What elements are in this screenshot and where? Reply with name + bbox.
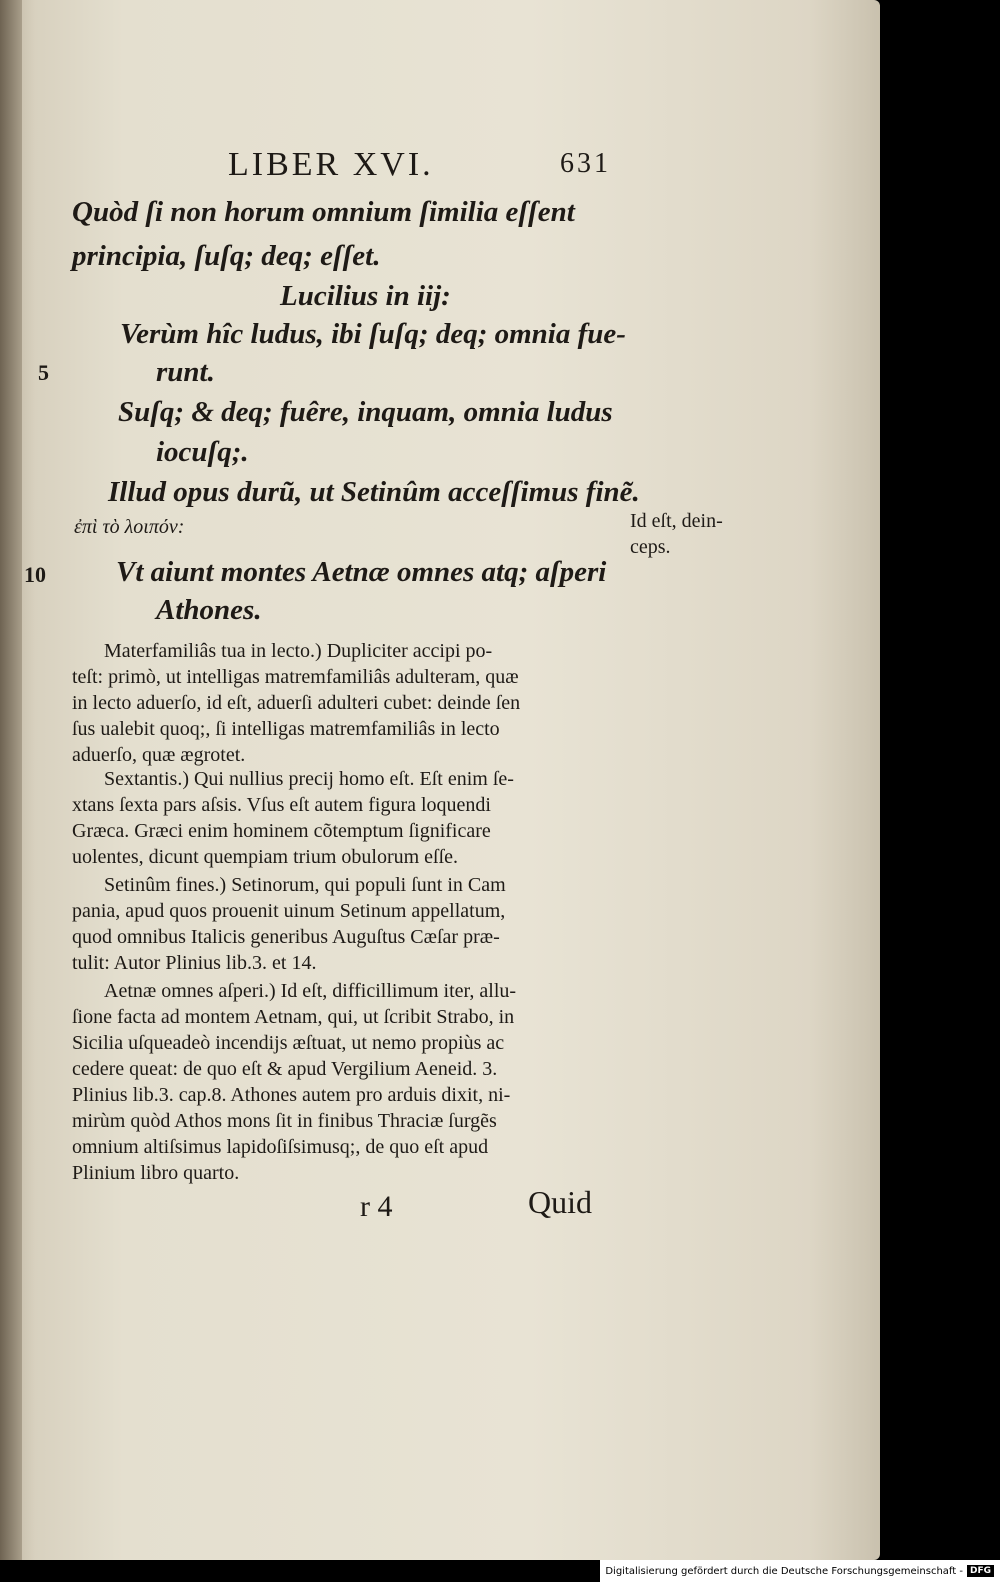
book-spine	[0, 0, 22, 1560]
margin-note: Id eſt, dein-	[630, 510, 723, 532]
catchword: Quid	[528, 1184, 592, 1220]
verse-line: principia, ſuſq; deq; eſſet.	[72, 240, 381, 272]
verse-line: Quòd ſi non horum omnium ſimilia eſſent	[72, 196, 575, 228]
verse-line: Suſq; & deq; fuêre, inquam, omnia ludus	[118, 396, 613, 428]
verse-line: runt.	[156, 356, 215, 388]
signature-mark: r 4	[360, 1190, 393, 1223]
margin-note: ceps.	[630, 536, 671, 558]
commentary-line: Aetnæ omnes aſperi.) Id eſt, difficillimum iter, allu-	[104, 980, 517, 1002]
commentary-line: Sextantis.) Qui nullius precij homo eſt. Eſt enim ſe-	[104, 768, 514, 790]
commentary-line: Græca. Græci enim hominem cõtemptum ſignificare	[72, 820, 491, 842]
running-head: LIBER XVI.	[228, 146, 434, 183]
page-number: 631	[560, 148, 611, 179]
commentary-line: Sicilia uſqueadeò incendijs æſtuat, ut nemo propiùs ac	[72, 1032, 505, 1054]
commentary-line: tulit: Autor Plinius lib.3. et 14.	[72, 952, 317, 974]
commentary-line: aduerſo, quæ ægrotet.	[72, 744, 246, 766]
commentary-line: quod omnibus Italicis generibus Auguſtus Cæſar præ-	[72, 926, 500, 948]
line-number: 10	[24, 562, 46, 587]
verse-line: Athones.	[156, 594, 262, 626]
greek-line: ἐπὶ τὸ λοιπόν:	[74, 516, 185, 538]
commentary-line: pania, apud quos prouenit uinum Setinum appellatum,	[72, 900, 506, 922]
commentary-line: ſus ualebit quoq;, ſi intelligas matremfamiliâs in lecto	[72, 718, 500, 740]
commentary-line: mirùm quòd Athos mons ſit in finibus Thraciæ ſurgẽs	[72, 1110, 497, 1132]
commentary-line: omnium altiſsimus lapidoſiſsimusq;, de quo eſt apud	[72, 1136, 489, 1158]
commentary-line: Setinûm fines.) Setinorum, qui populi ſunt in Cam	[104, 874, 506, 896]
commentary-line: Plinium libro quarto.	[72, 1162, 240, 1184]
commentary-line: xtans ſexta pars aſsis. Vſus eſt autem figura loquendi	[72, 794, 491, 816]
digitization-footer	[600, 1560, 1000, 1582]
verse-line: Lucilius in iij:	[280, 280, 451, 312]
verse-line: Illud opus durũ, ut Setinûm acceſſimus finẽ.	[108, 476, 640, 508]
commentary-line: cedere queat: de quo eſt & apud Vergilium Aeneid. 3.	[72, 1058, 498, 1080]
verse-line: Vt aiunt montes Aetnæ omnes atq; aſperi	[116, 556, 607, 588]
dfg-logo-icon: DFG	[967, 1565, 994, 1577]
commentary-line: in lecto aduerſo, id eſt, aduerſi adulteri cubet: deinde ſen	[72, 692, 521, 714]
commentary-line: teſt: primò, ut intelligas matremfamiliâs adulteram, quæ	[72, 666, 519, 688]
verse-line: Verùm hîc ludus, ibi ſuſq; deq; omnia fue-	[120, 318, 626, 350]
line-number: 5	[38, 360, 49, 385]
commentary-line: ſione facta ad montem Aetnam, qui, ut ſcribit Strabo, in	[72, 1006, 515, 1028]
commentary-line: Materfamiliâs tua in lecto.) Dupliciter accipi po-	[104, 640, 493, 662]
commentary-line: Plinius lib.3. cap.8. Athones autem pro arduis dixit, ni-	[72, 1084, 511, 1106]
footer-text: Digitalisierung gefördert durch die Deutsche Forschungsgemeinschaft -	[605, 1565, 963, 1577]
verse-line: iocuſq;.	[156, 436, 249, 468]
commentary-line: uolentes, dicunt quempiam trium obulorum eſſe.	[72, 846, 459, 868]
